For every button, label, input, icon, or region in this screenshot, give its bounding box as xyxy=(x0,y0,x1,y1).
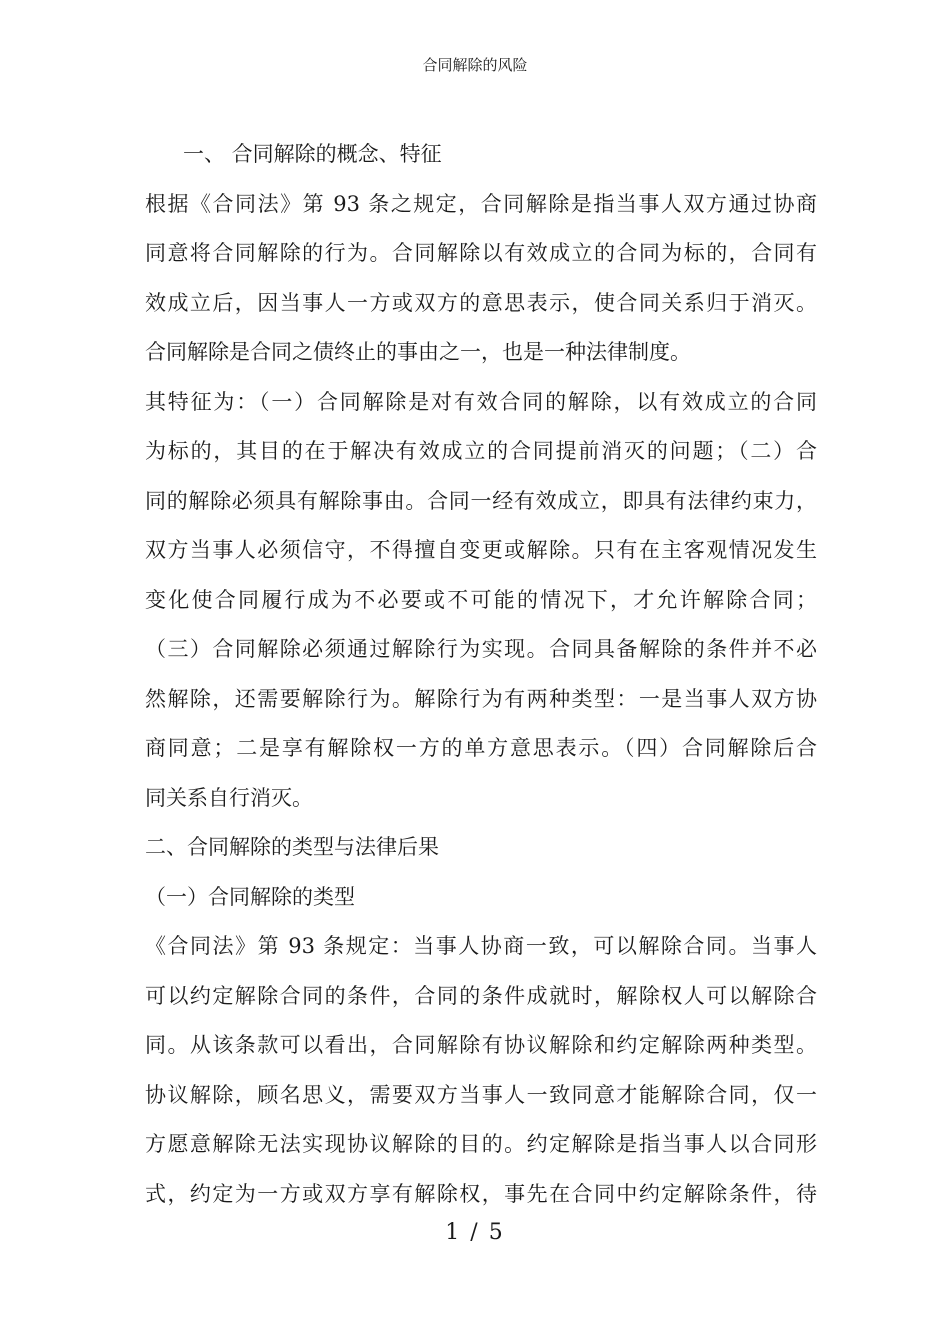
paragraph-line: 同。从该条款可以看出，合同解除有协议解除和约定解除两种类型。 xyxy=(145,1033,817,1057)
paragraph-line: 协议解除，顾名思义，需要双方当事人一致同意才能解除合同，仅一 xyxy=(145,1082,817,1107)
paragraph-line: 式，约定为一方或双方享有解除权，事先在合同中约定解除条件，待 xyxy=(145,1181,817,1206)
paragraph-line: 同意将合同解除的行为。合同解除以有效成立的合同为标的，合同有 xyxy=(145,241,817,265)
paragraph-line: 《合同法》第 93 条规定：当事人协商一致，可以解除合同。当事人 xyxy=(145,934,817,958)
paragraph-line: 同的解除必须具有解除事由。合同一经有效成立，即具有法律约束力， xyxy=(145,488,817,513)
paragraph-line: 双方当事人必须信守，不得擅自变更或解除。只有在主客观情况发生 xyxy=(145,538,817,562)
subsection-heading: （一）合同解除的类型 xyxy=(145,884,355,909)
paragraph-line: 其特征为：（一）合同解除是对有效合同的解除，以有效成立的合同 xyxy=(145,389,817,414)
paragraph-line: 变化使合同履行成为不必要或不可能的情况下，才允许解除合同； xyxy=(145,587,817,612)
paragraph-line: 商同意；二是享有解除权一方的单方意思表示。（四）合同解除后合 xyxy=(145,736,817,760)
paragraph-line: 可以约定解除合同的条件，合同的条件成就时，解除权人可以解除合 xyxy=(145,983,817,1008)
paragraph-line: 方愿意解除无法实现协议解除的目的。约定解除是指当事人以合同形 xyxy=(145,1132,817,1156)
document-body xyxy=(145,130,817,1219)
paragraph-line: 然解除，还需要解除行为。解除行为有两种类型：一是当事人双方协 xyxy=(145,686,817,711)
page-header-title: 合同解除的风险 xyxy=(422,56,528,74)
page-number: 1 / 5 xyxy=(445,1220,505,1245)
paragraph-line: 合同解除是合同之债终止的事由之一，也是一种法律制度。 xyxy=(145,340,691,364)
paragraph-line: （三）合同解除必须通过解除行为实现。合同具备解除的条件并不必 xyxy=(145,637,817,661)
paragraph-line: 同关系自行消灭。 xyxy=(145,785,313,810)
section-heading-2: 二、合同解除的类型与法律后果 xyxy=(145,835,439,859)
paragraph-line: 根据《合同法》第 93 条之规定，合同解除是指当事人双方通过协商 xyxy=(145,191,817,216)
section-heading-1: 一、 合同解除的概念、特征 xyxy=(183,142,442,166)
paragraph-line: 为标的，其目的在于解决有效成立的合同提前消灭的问题；（二）合 xyxy=(145,439,817,463)
paragraph-line: 效成立后，因当事人一方或双方的意思表示，使合同关系归于消灭。 xyxy=(145,290,817,315)
